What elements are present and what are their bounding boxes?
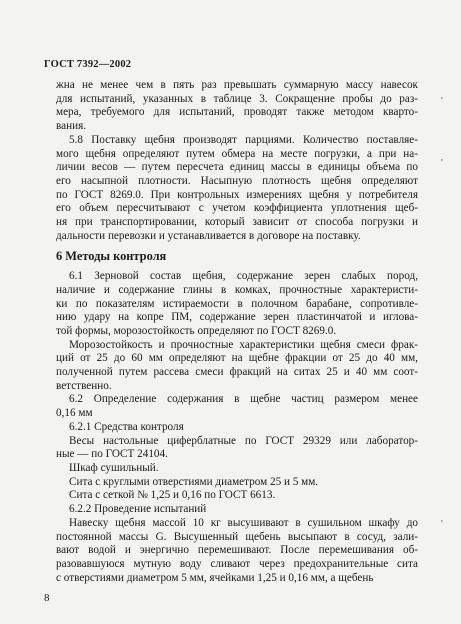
page-number: 8 — [44, 592, 50, 604]
text-line: 6.2 Определение содержания в щебне частиц размером менее — [69, 393, 418, 406]
text-line: Морозостойкость и прочностные характеристики щебня смеси фрак- — [69, 338, 418, 351]
text-line: 6.1 Зерновой состав щебня, содержание зерен слабых пород, — [69, 270, 418, 283]
text-line: ветственно. — [56, 379, 112, 392]
text-line: по ГОСТ 8269.0. При контрольных измерениях щебня у потребителя — [56, 188, 418, 201]
margin-mark: ' — [441, 96, 443, 107]
text-line: Шкаф сушильный. — [69, 461, 159, 474]
paragraph — [56, 79, 418, 134]
text-line: его объем пересчитывают с учетом коэффициента уплотнения щеб- — [56, 202, 418, 215]
text-line: дальности перевозки и устанавливается в договоре на поставку. — [56, 229, 361, 242]
paragraph — [56, 489, 418, 503]
body-text — [56, 79, 418, 585]
text-line: Сита с круглыми отверстиями диаметром 25 и 5 мм. — [69, 475, 319, 488]
paragraph — [56, 503, 418, 517]
text-line: 0,16 мм — [56, 407, 93, 420]
text-line: 6.2.2 Проведение испытаний — [69, 503, 207, 516]
section-heading: 6 Методы контроля — [56, 249, 167, 264]
margin-mark: ' — [441, 519, 443, 530]
text-line: Сита с сеткой № 1,25 и 0,16 по ГОСТ 6613. — [69, 489, 276, 502]
text-line: Весы настольные циферблатные по ГОСТ 29329 или лаборатор- — [69, 434, 418, 447]
paragraph — [56, 270, 418, 339]
text-line: с отверстиями диаметром 5 мм, ячейками 1,25 и 0,16 мм, а щебень — [56, 571, 374, 584]
text-line: мера, требуемого для испытаний, проводят также методом кварто- — [56, 106, 418, 119]
paragraph — [56, 476, 418, 490]
text-line: ций от 25 до 60 мм определяют на щебне фракции от 25 до 40 мм, — [56, 352, 418, 365]
text-line: личии весов — путем пересчета единиц массы в единицы объема по — [56, 161, 418, 174]
text-line: вают водой и энергично перемешивают. После перемешивания об- — [56, 544, 418, 557]
text-line: вания. — [56, 120, 87, 133]
text-line: ные — по ГОСТ 24104. — [56, 448, 168, 461]
text-line: жна не менее чем в пять раз превышать суммарную массу навесок — [56, 79, 418, 91]
paragraph — [56, 462, 418, 476]
text-line: постоянной массы G. Высушенный щебень высыпают в сосуд, зали- — [56, 530, 418, 543]
paragraph — [56, 393, 418, 420]
text-line: ня при транспортировании, который зависит от способа погрузки и — [56, 216, 418, 229]
text-line: его насыпной плотности. Насыпную плотность щебня определяют — [56, 174, 418, 187]
text-line: нию удару на копре ПМ, содержание зерен пластинчатой и иглова- — [56, 311, 418, 324]
text-line: ки по показателям истираемости в полочном барабане, сопротивле- — [56, 297, 418, 310]
paragraph — [56, 517, 418, 586]
text-line: Навеску щебня массой 10 кг высушивают в сушильном шкафу до — [69, 516, 418, 529]
text-line: мого щебня определяют путем обмера на месте погрузки, а при на- — [56, 147, 418, 160]
text-line: той формы, морозостойкость определяют по ГОСТ 8269.0. — [56, 324, 337, 337]
text-line: 5.8 Поставку щебня производят парциями. Количество поставляе- — [69, 133, 418, 146]
text-line: полученной путем рассева смеси фракций на ситах 25 и 40 мм соот- — [56, 366, 418, 379]
paragraph — [56, 339, 418, 394]
paragraph — [56, 435, 418, 462]
paragraph — [56, 421, 418, 435]
paragraph — [56, 134, 418, 244]
text-line: для испытаний, указанных в таблице 3. Сокращение пробы до раз- — [56, 92, 418, 105]
text-line: наличие и содержание глины в комках, прочностные характеристи- — [56, 283, 418, 296]
text-line: разовавшуюся мутную воду сливают через предохранительные сита — [56, 557, 418, 570]
text-line: 6.2.1 Средства контроля — [69, 420, 184, 433]
margin-mark: ' — [441, 158, 443, 169]
page-header: ГОСТ 7392—2002 — [44, 59, 132, 70]
